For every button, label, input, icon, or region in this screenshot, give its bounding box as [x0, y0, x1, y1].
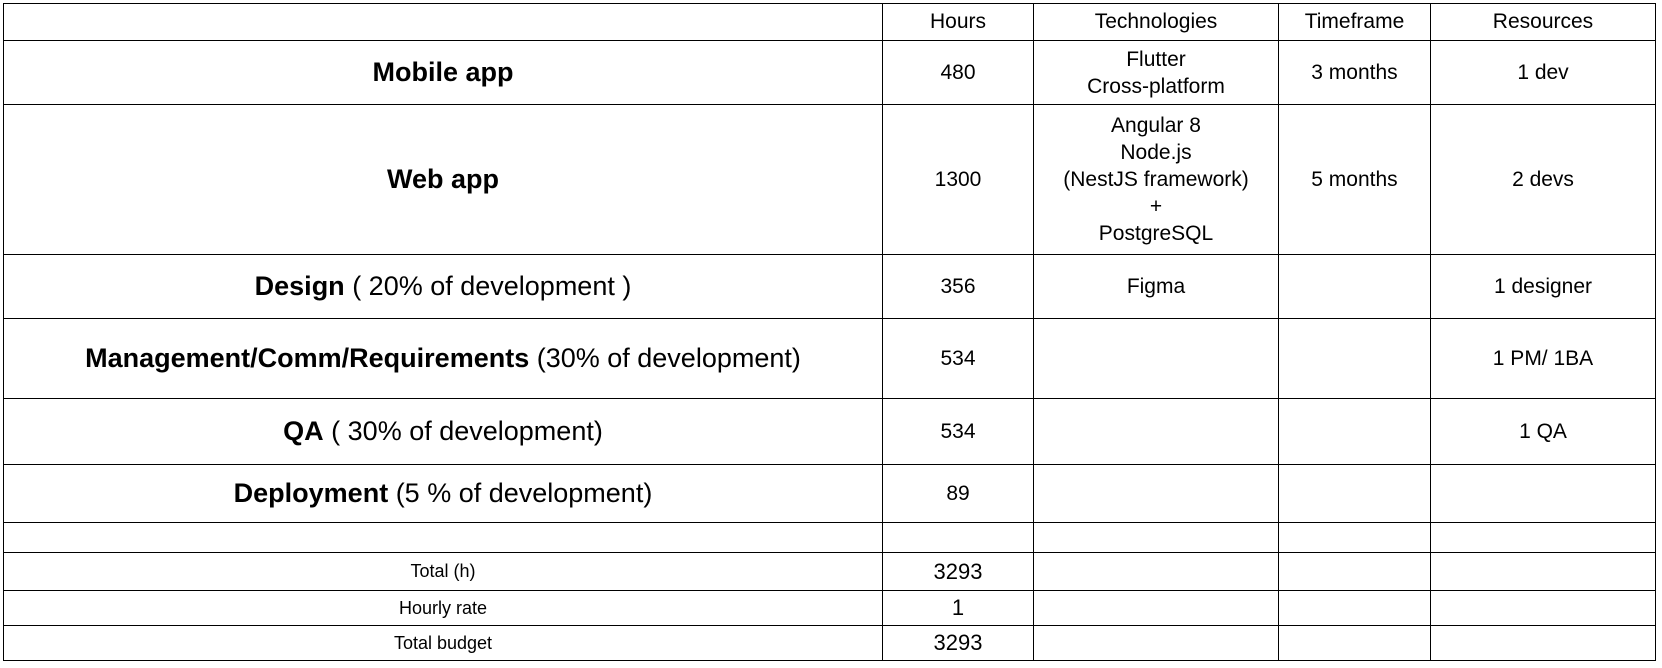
empty-cell [1279, 591, 1431, 626]
technology-item: Figma [1126, 275, 1186, 298]
hours-cell: 534 [883, 319, 1034, 399]
empty-cell [1431, 591, 1656, 626]
technology-item: Flutter [1126, 47, 1186, 71]
task-name: QA [283, 416, 324, 446]
resources-cell: 1 dev [1431, 41, 1656, 105]
technology-item: Node.js [1120, 141, 1192, 164]
resources-cell: 1 QA [1431, 399, 1656, 465]
technologies-cell [1034, 465, 1279, 523]
task-name: Design [254, 271, 345, 301]
table-row-blank [4, 523, 1656, 553]
task-name: Web app [386, 164, 499, 194]
summary-label: Hourly rate [4, 591, 883, 626]
empty-cell [1034, 591, 1279, 626]
empty-cell [1431, 553, 1656, 591]
summary-label: Total (h) [4, 553, 883, 591]
task-name: Deployment [233, 478, 389, 508]
empty-cell [1034, 553, 1279, 591]
summary-value: 1 [883, 591, 1034, 626]
timeframe-cell [1279, 319, 1431, 399]
resources-cell [1431, 465, 1656, 523]
technology-item: Angular 8 [1111, 114, 1201, 137]
hours-cell: 480 [883, 41, 1034, 105]
empty-cell [1034, 626, 1279, 661]
table-row-qa [4, 399, 1656, 465]
header-row [4, 4, 1656, 41]
task-cell [4, 319, 883, 399]
technology-item: + [1149, 195, 1163, 218]
technology-item: PostgreSQL [1098, 222, 1214, 245]
task-cell [4, 41, 883, 105]
resources-cell: 1 PM/ 1BA [1431, 319, 1656, 399]
technologies-cell [1034, 255, 1279, 319]
table-row-design [4, 255, 1656, 319]
empty-cell [1279, 523, 1431, 553]
task-note: ( 30% of development) [323, 416, 603, 446]
hours-cell: 356 [883, 255, 1034, 319]
resources-cell: 2 devs [1431, 105, 1656, 255]
empty-cell [883, 523, 1034, 553]
empty-cell [4, 523, 883, 553]
task-name: Mobile app [372, 57, 514, 87]
timeframe-cell [1279, 465, 1431, 523]
table-row-web-app [4, 105, 1656, 255]
technologies-cell [1034, 399, 1279, 465]
hours-cell: 89 [883, 465, 1034, 523]
summary-value: 3293 [883, 553, 1034, 591]
task-note: (5 % of development) [388, 478, 653, 508]
empty-cell [1279, 626, 1431, 661]
resources-cell: 1 designer [1431, 255, 1656, 319]
summary-label: Total budget [4, 626, 883, 661]
timeframe-cell: 3 months [1279, 41, 1431, 105]
hours-cell: 534 [883, 399, 1034, 465]
technologies-cell [1034, 41, 1279, 105]
task-cell [4, 105, 883, 255]
summary-value: 3293 [883, 626, 1034, 661]
empty-cell [1431, 626, 1656, 661]
technologies-cell [1034, 105, 1279, 255]
header-technologies: Technologies [1034, 4, 1279, 41]
task-name: Management/Comm/Requirements [85, 343, 530, 373]
task-cell [4, 399, 883, 465]
header-label [4, 4, 883, 41]
timeframe-cell [1279, 399, 1431, 465]
header-hours: Hours [883, 4, 1034, 41]
estimate-table [3, 3, 1656, 661]
empty-cell [1034, 523, 1279, 553]
table-row-mobile-app [4, 41, 1656, 105]
task-cell [4, 255, 883, 319]
task-note: ( 20% of development ) [344, 271, 632, 301]
timeframe-cell [1279, 255, 1431, 319]
table-row-deployment [4, 465, 1656, 523]
summary-row-hourly-rate [4, 591, 1656, 626]
hours-cell: 1300 [883, 105, 1034, 255]
technology-item: (NestJS framework) [1063, 168, 1249, 191]
header-resources: Resources [1431, 4, 1656, 41]
table-row-management [4, 319, 1656, 399]
empty-cell [1431, 523, 1656, 553]
task-note: (30% of development) [529, 343, 801, 373]
task-cell [4, 465, 883, 523]
empty-cell [1279, 553, 1431, 591]
technologies-cell [1034, 319, 1279, 399]
summary-row-total-hours [4, 553, 1656, 591]
technology-item: Cross-platform [1087, 74, 1225, 98]
summary-row-total-budget [4, 626, 1656, 661]
timeframe-cell: 5 months [1279, 105, 1431, 255]
header-timeframe: Timeframe [1279, 4, 1431, 41]
